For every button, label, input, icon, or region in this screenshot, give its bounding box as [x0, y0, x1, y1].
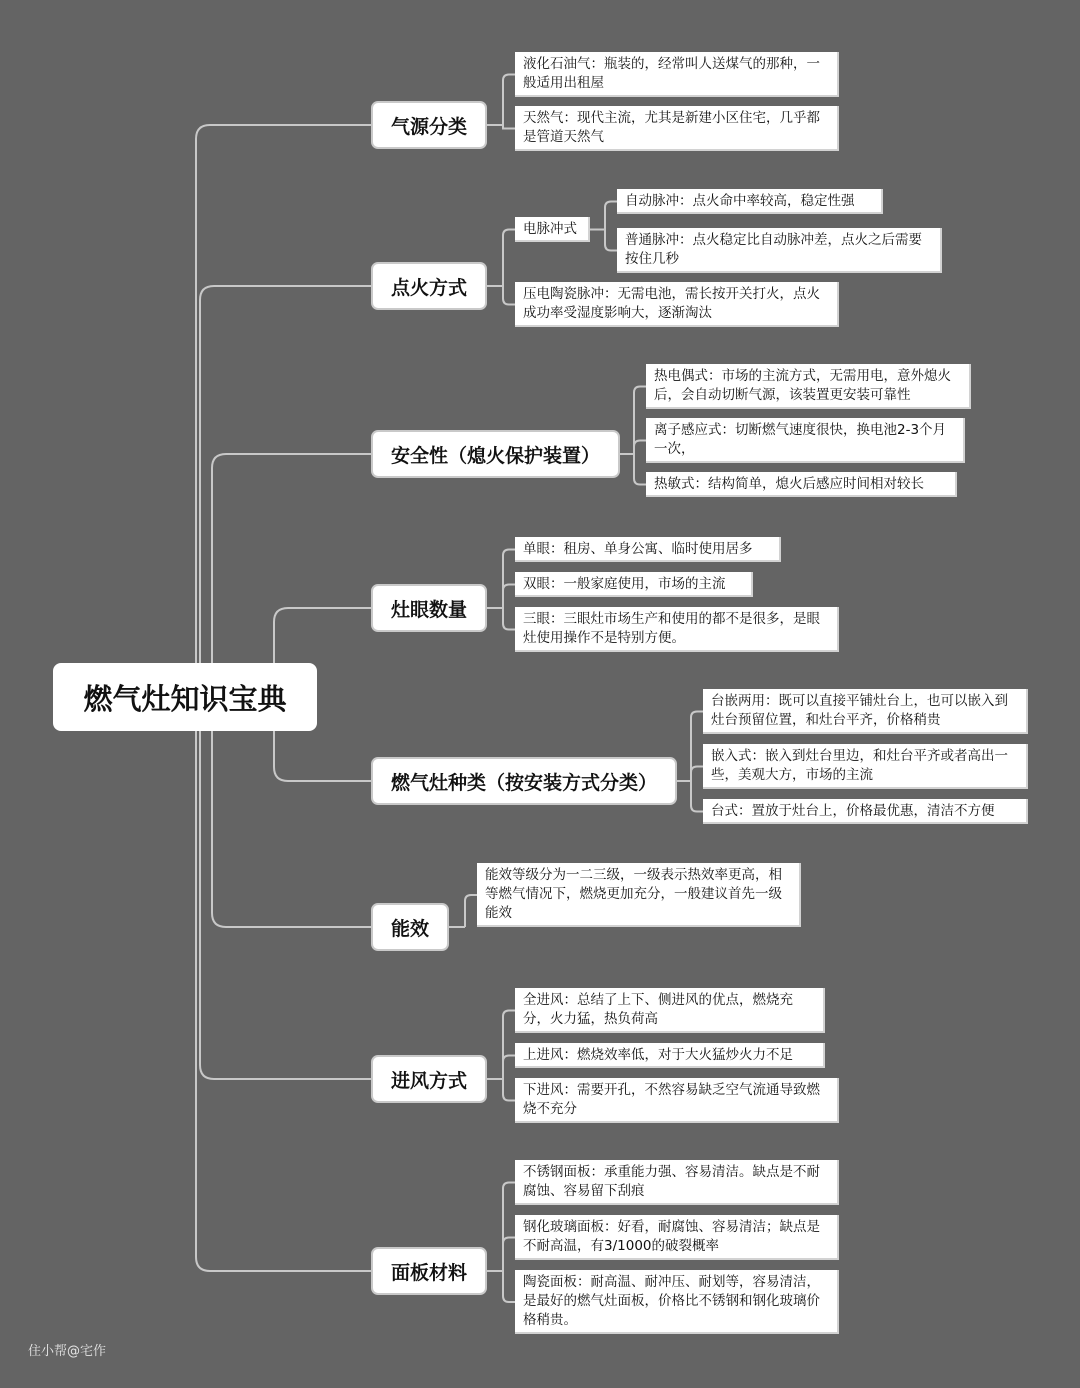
- electric-pulse-link-1: [605, 230, 617, 251]
- air-intake-link-2: [503, 1079, 515, 1101]
- branch-air-intake[interactable]: 进风方式: [371, 1055, 487, 1103]
- leaf-piezo-pulse[interactable]: 压电陶瓷脉冲：无需电池，需长按开关打火，点火成功率受湿度影响大，逐渐淘汰: [515, 282, 839, 327]
- safety-link-1: [634, 441, 646, 455]
- branch-burners[interactable]: 灶眼数量: [371, 584, 487, 632]
- watermark-credit: 住小帮@宅作: [28, 1344, 107, 1359]
- branch-efficiency[interactable]: 能效: [371, 903, 449, 951]
- leaf-top-intake[interactable]: 上进风：燃烧效率低，对于大火猛炒火力不足: [515, 1043, 825, 1068]
- leaf-electric-pulse[interactable]: 电脉冲式: [515, 217, 590, 242]
- branch-ignition[interactable]: 点火方式: [371, 262, 487, 310]
- panel-material-link-0: [503, 1183, 515, 1272]
- branch-install-type[interactable]: 燃气灶种类（按安装方式分类）: [371, 757, 677, 805]
- root-link-2: [212, 454, 371, 663]
- leaf-triple-burner[interactable]: 三眼：三眼灶市场生产和使用的都不是很多，是眼灶使用操作不是特别方便。: [515, 607, 839, 652]
- panel-material-link-2: [503, 1271, 515, 1302]
- leaf-single-burner[interactable]: 单眼：租房、单身公寓、临时使用居多: [515, 537, 781, 562]
- leaf-bottom-intake[interactable]: 下进风：需要开孔，不然容易缺乏空气流通导致燃烧不充分: [515, 1078, 839, 1123]
- electric-pulse-link-0: [605, 202, 617, 230]
- efficiency-link-0: [465, 895, 477, 927]
- ignition-link-1: [503, 286, 515, 305]
- leaf-double-burner[interactable]: 双眼：一般家庭使用，市场的主流: [515, 572, 753, 597]
- leaf-natural-gas[interactable]: 天然气：现代主流，尤其是新建小区住宅，几乎都是管道天然气: [515, 106, 839, 151]
- root-link-5: [212, 731, 371, 927]
- burners-link-1: [503, 585, 515, 609]
- root-link-7: [196, 731, 371, 1271]
- burners-link-0: [503, 550, 515, 609]
- gas-source-link-0: [503, 75, 515, 126]
- leaf-full-intake[interactable]: 全进风：总结了上下、侧进风的优点，燃烧充分，火力猛，热负荷高: [515, 988, 825, 1033]
- safety-link-2: [634, 454, 646, 485]
- leaf-ion-sensing[interactable]: 离子感应式：切断燃气速度很快，换电池2-3个月一次，: [646, 418, 965, 463]
- leaf-normal-pulse[interactable]: 普通脉冲：点火稳定比自动脉冲差，点火之后需要按住几秒: [617, 228, 942, 273]
- leaf-thermosensitive[interactable]: 热敏式：结构简单，熄火后感应时间相对较长: [646, 472, 957, 497]
- root-link-4: [274, 731, 371, 781]
- install-type-link-0: [691, 712, 703, 782]
- leaf-thermocouple[interactable]: 热电偶式：市场的主流方式，无需用电，意外熄火后，会自动切断气源，该装置更安装可靠性: [646, 364, 971, 409]
- safety-link-0: [634, 387, 646, 455]
- leaf-stainless-panel[interactable]: 不锈钢面板：承重能力强、容易清洁。缺点是不耐腐蚀、容易留下刮痕: [515, 1160, 839, 1205]
- branch-safety[interactable]: 安全性（熄火保护装置）: [371, 430, 620, 478]
- leaf-lpg[interactable]: 液化石油气：瓶装的，经常叫人送煤气的那种，一般适用出租屋: [515, 52, 839, 97]
- root-topic[interactable]: 燃气灶知识宝典: [53, 663, 317, 731]
- leaf-tabletop[interactable]: 台式：置放于灶台上，价格最优惠，清洁不方便: [703, 799, 1028, 824]
- branch-panel-material[interactable]: 面板材料: [371, 1247, 487, 1295]
- install-type-link-2: [691, 781, 703, 812]
- root-link-6: [200, 731, 371, 1079]
- gas-source-link-1: [503, 125, 515, 129]
- panel-material-link-1: [503, 1238, 515, 1272]
- ignition-link-0: [503, 230, 515, 287]
- leaf-ceramic-panel[interactable]: 陶瓷面板：耐高温、耐冲压、耐划等，容易清洁，是最好的燃气灶面板，价格比不锈钢和钢化玻璃价格稍贵。: [515, 1270, 839, 1334]
- leaf-dual-use[interactable]: 台嵌两用：既可以直接平铺灶台上，也可以嵌入到灶台预留位置，和灶台平齐，价格稍贵: [703, 689, 1028, 734]
- root-link-0: [196, 125, 371, 663]
- branch-gas-source[interactable]: 气源分类: [371, 101, 487, 149]
- leaf-built-in[interactable]: 嵌入式：嵌入到灶台里边，和灶台平齐或者高出一些，美观大方，市场的主流: [703, 744, 1028, 789]
- install-type-link-1: [691, 767, 703, 782]
- root-link-1: [200, 286, 371, 663]
- burners-link-2: [503, 608, 515, 630]
- root-link-3: [274, 608, 371, 663]
- air-intake-link-1: [503, 1056, 515, 1080]
- leaf-efficiency-grades[interactable]: 能效等级分为一二三级，一级表示热效率更高，相等燃气情况下，燃烧更加充分，一般建议首先一级能效: [477, 863, 801, 927]
- air-intake-link-0: [503, 1011, 515, 1080]
- leaf-glass-panel[interactable]: 钢化玻璃面板：好看，耐腐蚀、容易清洁；缺点是不耐高温，有3/1000的破裂概率: [515, 1215, 839, 1260]
- leaf-auto-pulse[interactable]: 自动脉冲：点火命中率较高，稳定性强: [617, 189, 883, 214]
